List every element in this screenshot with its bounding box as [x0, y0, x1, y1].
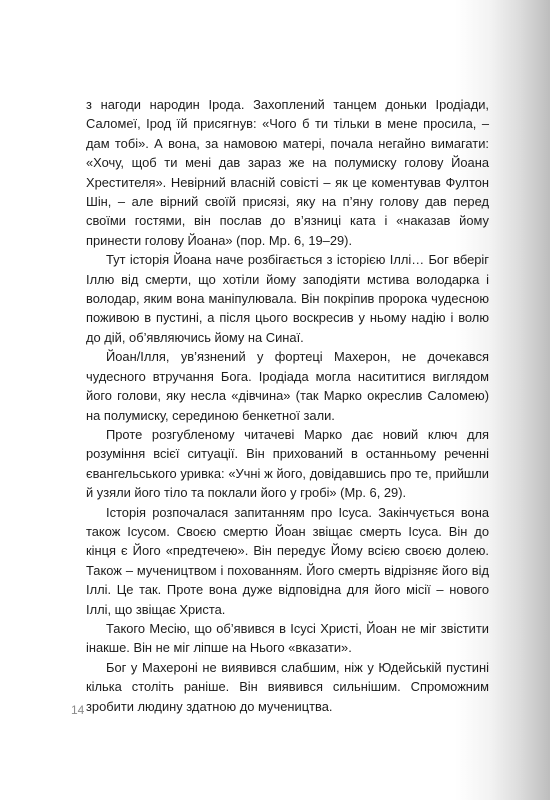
paragraph-1: з нагоди народин Ірода. Захоплений танцем доньки Іродіади, Саломеї, Ірод їй присягнув: «Чого б ти тільки в мене просила, – дам тобі». А вона, за намовою матері, почала негайно вимагати: «Хочу, щоб ти мені дав зараз же на полумиску голову Йоана Хрестителя». Невірний власній совісті – як це коментував Фултон Шін, – але вірний своїй присязі, яку на п’яну голову дав перед своїми гостями, він послав до в’язниці ката і «наказав йому принести голову Йоана» (пор. Мр. 6, 19–29).	[86, 97, 489, 248]
paragraph-4: Проте розгубленому читачеві Марко дає новий ключ для розуміння всієї ситуації. Він прихований в останньому реченні євангельського уривка: «Учні ж його, довідавшись про те, прийшли й узяли його тіло та поклали його у гробі» (Мр. 6, 29).	[86, 426, 489, 501]
page-number: 14	[71, 703, 85, 717]
paragraph-3: Йоан/Ілля, ув’язнений у фортеці Махерон, не дочекався чудесного втручання Бога. Іродіада могла насититися виглядом його голови, яку несла «дівчина» (так Марко окреслив Саломею) на полумиску, серединою бенкетної зали.	[86, 349, 489, 423]
paragraph-6: Такого Месію, що об’явився в Ісусі Христі, Йоан не міг звістити інакше. Він не міг ліпше на Нього «вказати».	[86, 620, 489, 656]
body-text	[86, 95, 489, 716]
paragraph-5: Історія розпочалася запитанням про Ісуса. Закінчується вона також Ісусом. Своєю смертю Йоан звіщає смерть Ісуса. Він до кінця є Його «предтечею». Він передує Йому всією своєю долею. Також – мучеництвом і похованням. Його смерть відрізняє його від Іллі. Це так. Проте вона дуже відповідна для його місії – нового Іллі, що звіщає Христа.	[86, 504, 489, 617]
paragraph-2: Тут історія Йоана наче розбігається з історією Іллі… Бог вберіг Іллю від смерти, що хотіли йому заподіяти мстива володарка і володар, яким вона маніпулювала. Він покріпив пророка чудесною поживою в пустині, а після цього воскресив у ньому надію і волю до дій, об’являючись йому на Синаї.	[86, 252, 489, 345]
paragraph-7: Бог у Махероні не виявився слабшим, ніж у Юдейській пустині кілька століть раніше. Він виявився сильнішим. Спроможним зробити людину здатною до мучеництва.	[86, 659, 489, 714]
